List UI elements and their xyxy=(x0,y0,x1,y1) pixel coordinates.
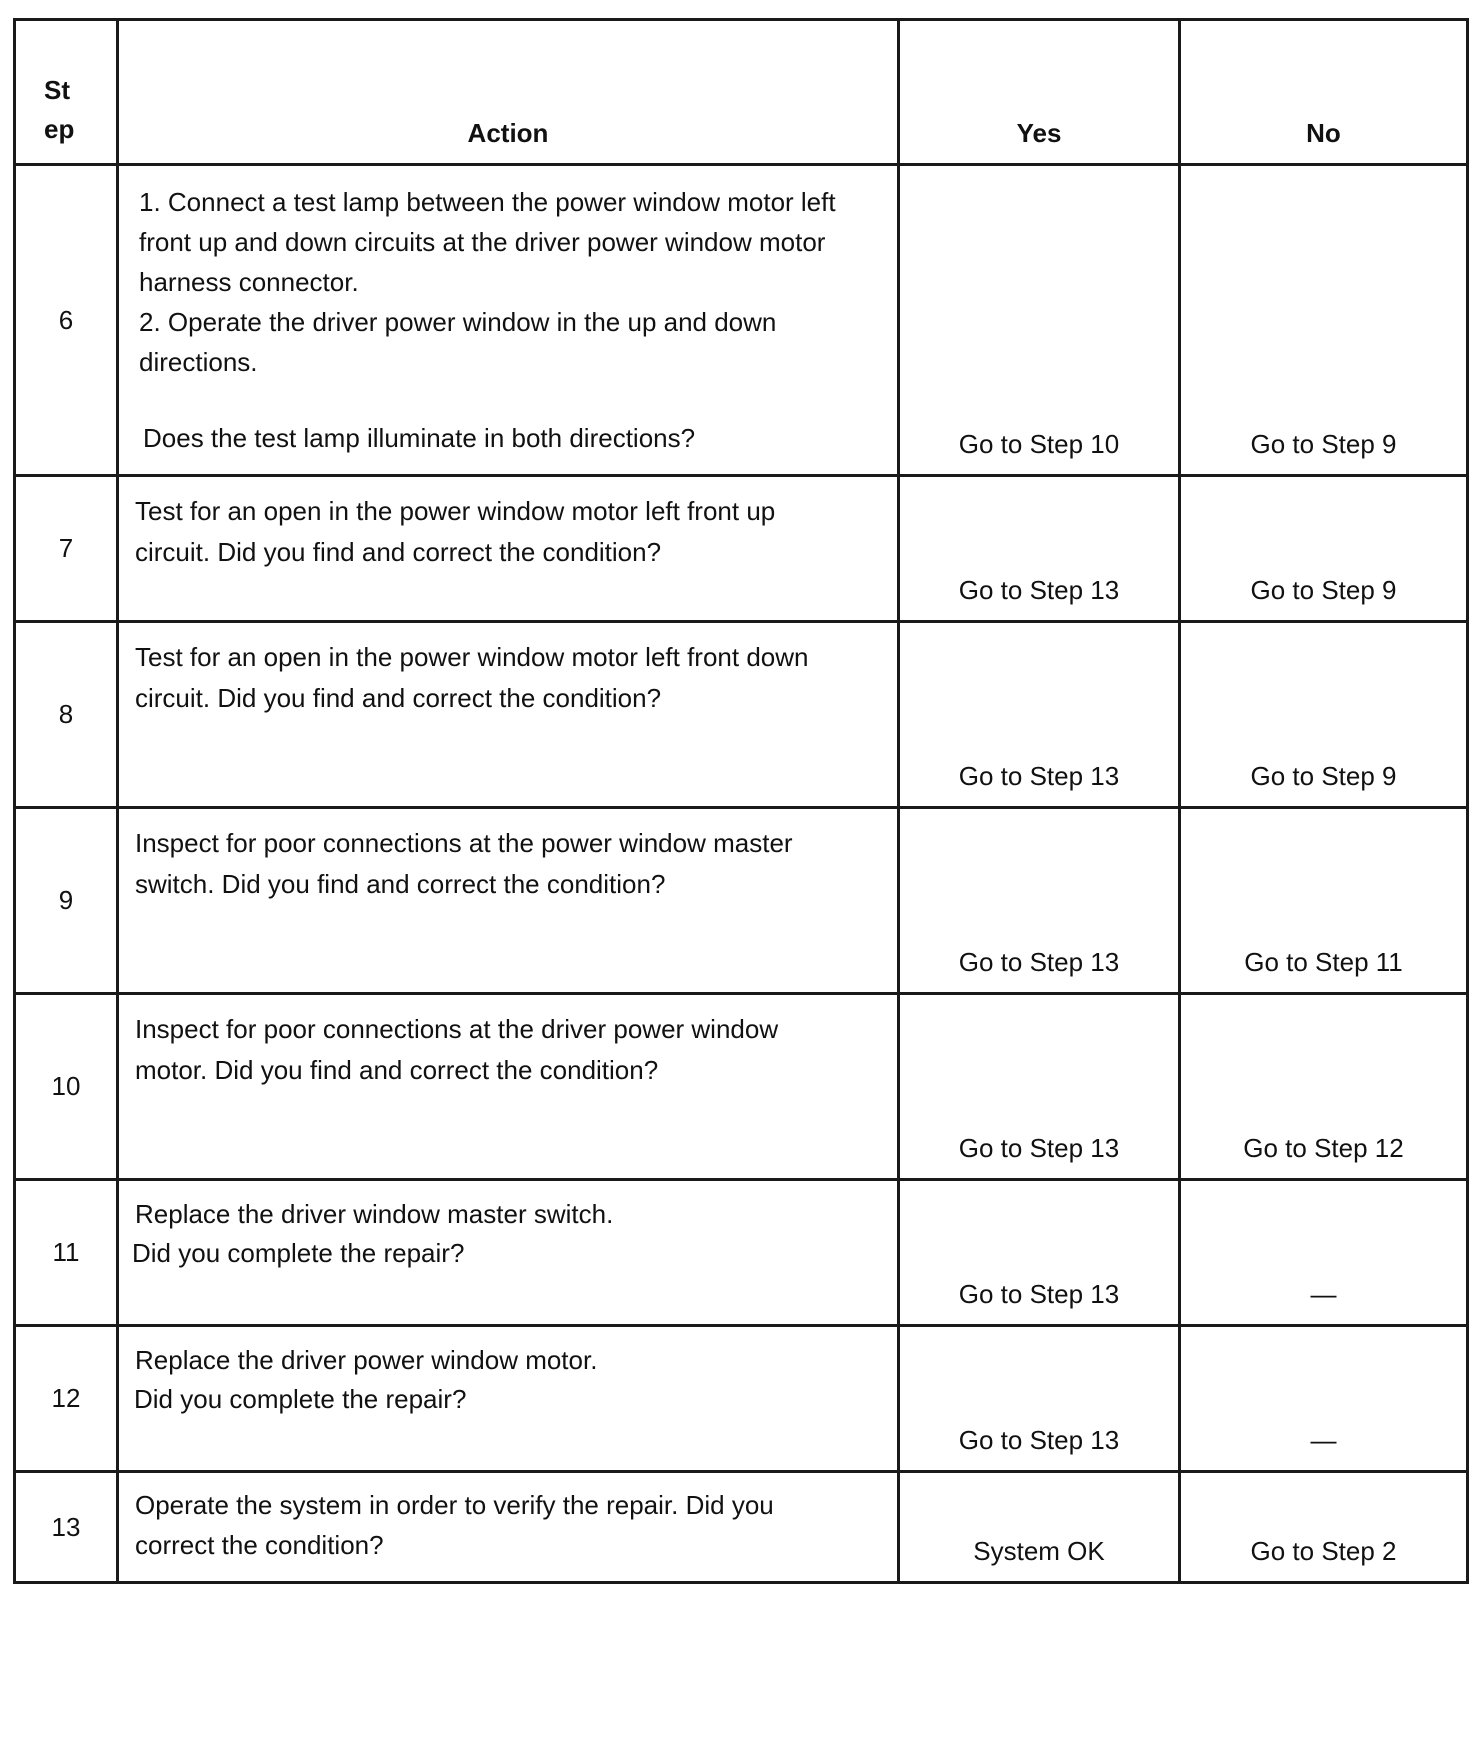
action-cell: Test for an open in the power window motor left front down circuit. Did you find and correct the condition? xyxy=(118,622,899,808)
yes-cell: Go to Step 13 xyxy=(899,476,1180,622)
no-cell: Go to Step 9 xyxy=(1180,165,1468,476)
table-row xyxy=(15,1180,1468,1326)
yes-cell: Go to Step 13 xyxy=(899,1326,1180,1472)
action-cell: Inspect for poor connections at the driver power window motor. Did you find and correct the condition? xyxy=(118,994,899,1180)
table-row xyxy=(15,165,1468,476)
yes-cell: System OK xyxy=(899,1472,1180,1583)
header-step xyxy=(15,20,118,165)
no-cell: Go to Step 9 xyxy=(1180,476,1468,622)
header-step-line1: St xyxy=(44,75,70,105)
action-question: Does the test lamp illuminate in both directions? xyxy=(143,423,696,453)
table-row xyxy=(15,1326,1468,1472)
step-number: 9 xyxy=(15,808,118,994)
action-line: Replace the driver window master switch. xyxy=(135,1199,614,1229)
no-cell: Go to Step 12 xyxy=(1180,994,1468,1180)
table-row xyxy=(15,1472,1468,1583)
diagnostic-steps-table xyxy=(13,18,1469,1584)
no-cell: Go to Step 11 xyxy=(1180,808,1468,994)
action-cell xyxy=(118,1326,899,1472)
action-cell: Test for an open in the power window motor left front up circuit. Did you find and correct the condition? xyxy=(118,476,899,622)
no-cell: — xyxy=(1180,1180,1468,1326)
table-row xyxy=(15,994,1468,1180)
header-yes: Yes xyxy=(899,20,1180,165)
step-number: 8 xyxy=(15,622,118,808)
action-cell: Inspect for poor connections at the power window master switch. Did you find and correct the condition? xyxy=(118,808,899,994)
step-number: 12 xyxy=(15,1326,118,1472)
step-number: 7 xyxy=(15,476,118,622)
yes-cell: Go to Step 10 xyxy=(899,165,1180,476)
header-step-line2: ep xyxy=(44,114,75,144)
table-row xyxy=(15,622,1468,808)
action-line: Replace the driver power window motor. xyxy=(135,1345,598,1375)
action-cell: Operate the system in order to verify the repair. Did you correct the condition? xyxy=(118,1472,899,1583)
step-number: 13 xyxy=(15,1472,118,1583)
yes-cell: Go to Step 13 xyxy=(899,808,1180,994)
action-item: 2. Operate the driver power window in the up and down directions. xyxy=(139,307,777,377)
action-line: Did you complete the repair? xyxy=(134,1384,467,1414)
header-no: No xyxy=(1180,20,1468,165)
action-cell xyxy=(118,165,899,476)
yes-cell: Go to Step 13 xyxy=(899,622,1180,808)
no-cell: — xyxy=(1180,1326,1468,1472)
no-cell: Go to Step 9 xyxy=(1180,622,1468,808)
table-row xyxy=(15,808,1468,994)
header-row xyxy=(15,20,1468,165)
step-number: 10 xyxy=(15,994,118,1180)
table-row xyxy=(15,476,1468,622)
action-line: Did you complete the repair? xyxy=(132,1238,465,1268)
action-item: 1. Connect a test lamp between the power window motor left front up and down circuits at the driver power window motor harness connector. xyxy=(139,187,836,297)
step-number: 6 xyxy=(15,165,118,476)
yes-cell: Go to Step 13 xyxy=(899,994,1180,1180)
yes-cell: Go to Step 13 xyxy=(899,1180,1180,1326)
step-number: 11 xyxy=(15,1180,118,1326)
action-cell xyxy=(118,1180,899,1326)
header-action: Action xyxy=(118,20,899,165)
no-cell: Go to Step 2 xyxy=(1180,1472,1468,1583)
